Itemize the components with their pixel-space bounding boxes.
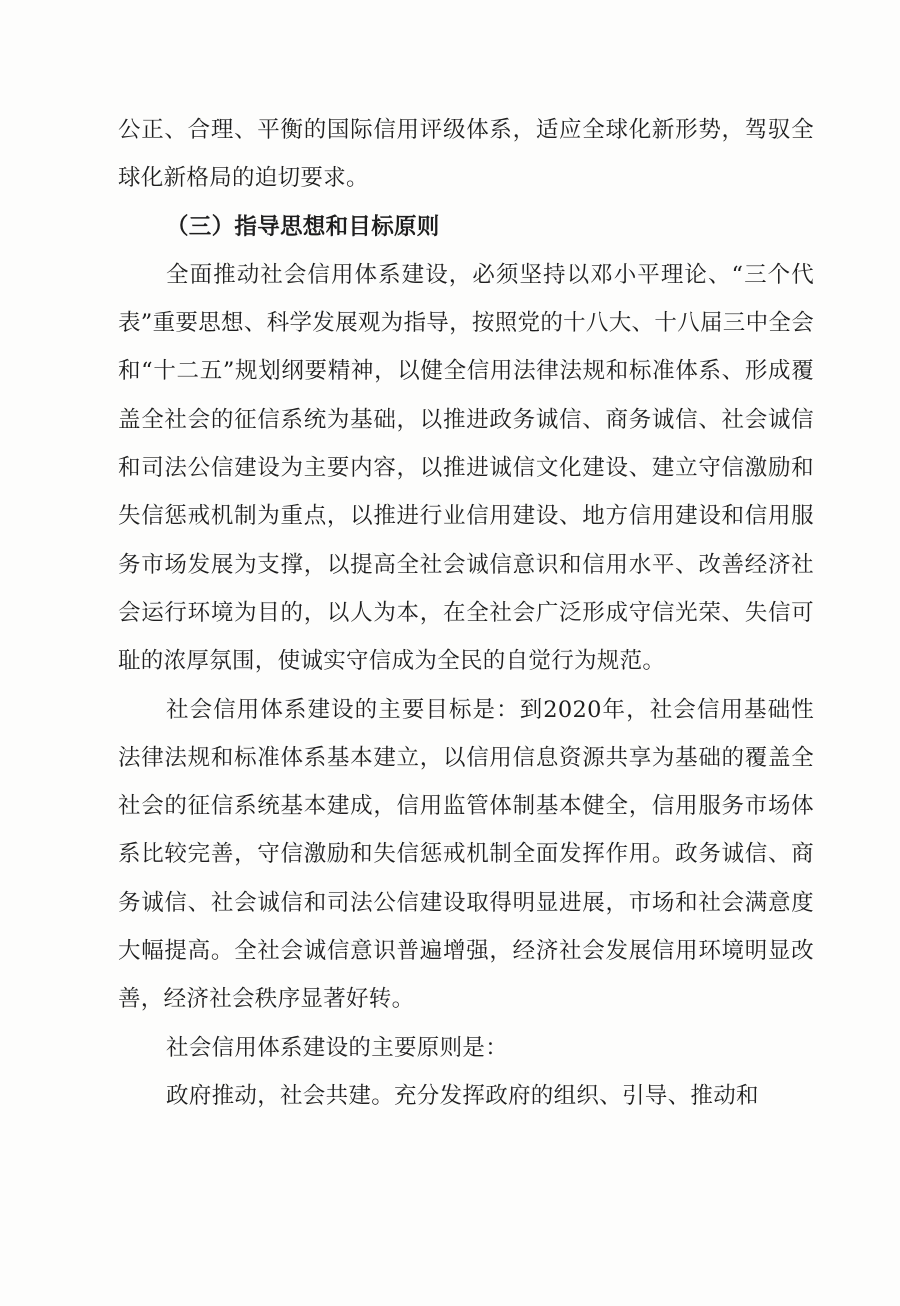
paragraph-main-goals: 社会信用体系建设的主要目标是：到2020年，社会信用基础性法律法规和标准体系基本建立，以信用信息资源共享为基础的覆盖全社会的征信系统基本建成，信用监管体制基本健全，信用服务市场体系比较完善，守信激励和失信惩戒机制全面发挥作用。政务诚信、商务诚信、社会诚信和司法公信建设取得明显进展，市场和社会满意度大幅提高。全社会诚信意识普遍增强，经济社会发展信用环境明显改善，经济社会秩序显著好转。	[118, 696, 814, 1013]
paragraph-guiding-ideology: 全面推动社会信用体系建设，必须坚持以邓小平理论、“三个代表”重要思想、科学发展观为指导，按照党的十八大、十八届三中全会和“十二五”规划纲要精神，以健全信用法律法规和标准体系、形成覆盖全社会的征信系统为基础，以推进政务诚信、商务诚信、社会诚信和司法公信建设为主要内容，以推进诚信文化建设、建立守信激励和失信惩戒机制为重点，以推进行业信用建设、地方信用建设和信用服务市场发展为支撑，以提高全社会诚信意识和信用水平、改善经济社会运行环境为目的，以人为本，在全社会广泛形成守信光荣、失信可耻的浓厚氛围，使诚实守信成为全民的自觉行为规范。	[118, 261, 814, 675]
paragraph-principle-government-led: 政府推动，社会共建。充分发挥政府的组织、引导、推动和	[166, 1082, 759, 1109]
document-body	[118, 106, 814, 1120]
section-heading: （三）指导思想和目标原则	[166, 213, 440, 240]
paragraph-main-principles-intro: 社会信用体系建设的主要原则是：	[166, 1034, 509, 1061]
paragraph-continuation: 公正、合理、平衡的国际信用评级体系，适应全球化新形势，驾驭全球化新格局的迫切要求。	[118, 117, 814, 192]
